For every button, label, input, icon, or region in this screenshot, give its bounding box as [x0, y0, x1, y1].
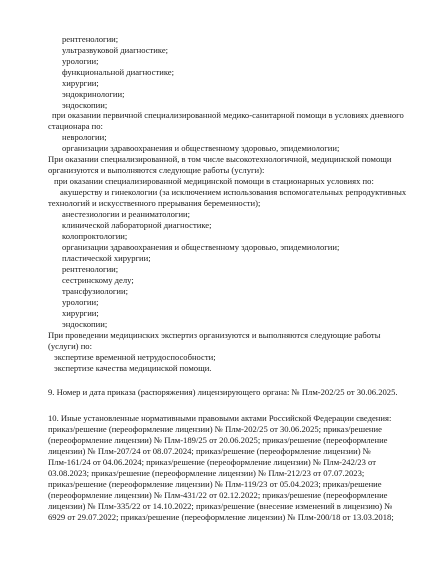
list-item: акушерству и гинекологии (за исключением использования вспомогательных репродуктивных [60, 187, 407, 197]
list-item: урологии; [62, 56, 99, 66]
list-item: пластической хирургии; [62, 253, 151, 263]
list-item: функциональной диагностике; [62, 67, 175, 77]
list-item: хирургии; [62, 308, 99, 318]
paragraph: (услуги) по: [48, 341, 92, 351]
paragraph: приказ/решение (переоформление лицензии) № Плм-202/25 от 30.06.2025; приказ/решение [48, 424, 382, 434]
list-item: эндоскопии; [62, 100, 108, 110]
paragraph: (переоформление лицензии) № Плм-431/22 от 02.12.2022; приказ/решение (переоформление [48, 490, 388, 500]
list-item: эндокринологии; [62, 89, 125, 99]
paragraph: организуются и выполняются следующие работы (услуги): [48, 165, 265, 175]
list-item: урологии; [62, 297, 99, 307]
list-item: анестезиологии и реаниматологии; [62, 209, 191, 219]
list-item: неврологии; [62, 132, 107, 142]
paragraph: лицензии) № Плм-207/24 от 08.07.2024; приказ/решение (переоформление лицензии) № [48, 446, 371, 456]
list-item: колопроктологии; [62, 231, 128, 241]
list-item: организации здравоохранения и общественному здоровью, эпидемиологии; [62, 143, 340, 153]
paragraph: Плм-161/24 от 04.06.2024; приказ/решение (переоформление лицензии) № Плм-242/23 от [48, 457, 376, 467]
section-10-heading: 10. Иные установленные нормативными правовыми актами Российской Федерации сведения: [48, 413, 392, 423]
list-item: экспертизе временной нетрудоспособности; [54, 352, 216, 362]
list-item: трансфузиологии; [62, 286, 129, 296]
section-9: 9. Номер и дата приказа (распоряжения) лицензирующего органа: № Плм-202/25 от 30.06.2025. [48, 387, 398, 397]
list-item: хирургии; [62, 78, 99, 88]
paragraph: При проведении медицинских экспертиз организуются и выполняются следующие работы [48, 330, 381, 340]
list-item: эндоскопии; [62, 319, 108, 329]
list-item: рентгенологии; [62, 264, 119, 274]
paragraph: 03.08.2023; приказ/решение (переоформление лицензии) № Плм-212/23 от 07.07.2023; [48, 468, 365, 478]
paragraph: 6929 от 29.07.2022; приказ/решение (переоформление лицензии) № Плм-200/18 от 13.03.2018; [48, 512, 394, 522]
list-item: сестринскому делу; [62, 275, 134, 285]
list-item: клинической лабораторной диагностике; [62, 220, 212, 230]
paragraph: лицензии) № Плм-335/22 от 14.10.2022; приказ/решение (внесение изменений в лицензию) № [48, 501, 393, 511]
section-heading: стационара по: [48, 121, 103, 131]
paragraph: При оказании специализированной, в том числе высокотехнологичной, медицинской помощи [48, 154, 392, 164]
section-heading: при оказании специализированной медицинской помощи в стационарных условиях по: [54, 176, 374, 186]
list-item: рентгенологии; [62, 34, 119, 44]
list-item: технологий и искусственного прерывания беременности); [48, 198, 261, 208]
paragraph: приказ/решение (переоформление лицензии) № Плм-119/23 от 05.04.2023; приказ/решение [48, 479, 382, 489]
list-item: экспертизе качества медицинской помощи. [54, 363, 212, 373]
list-item: ультразвуковой диагностике; [62, 45, 169, 55]
paragraph: (переоформление лицензии) № Плм-189/25 от 20.06.2025; приказ/решение (переоформление [48, 435, 388, 445]
list-item: организации здравоохранения и общественному здоровью, эпидемиологии; [62, 242, 340, 252]
section-heading: при оказании первичной специализированной медико-санитарной помощи в условиях дневного [52, 110, 404, 120]
